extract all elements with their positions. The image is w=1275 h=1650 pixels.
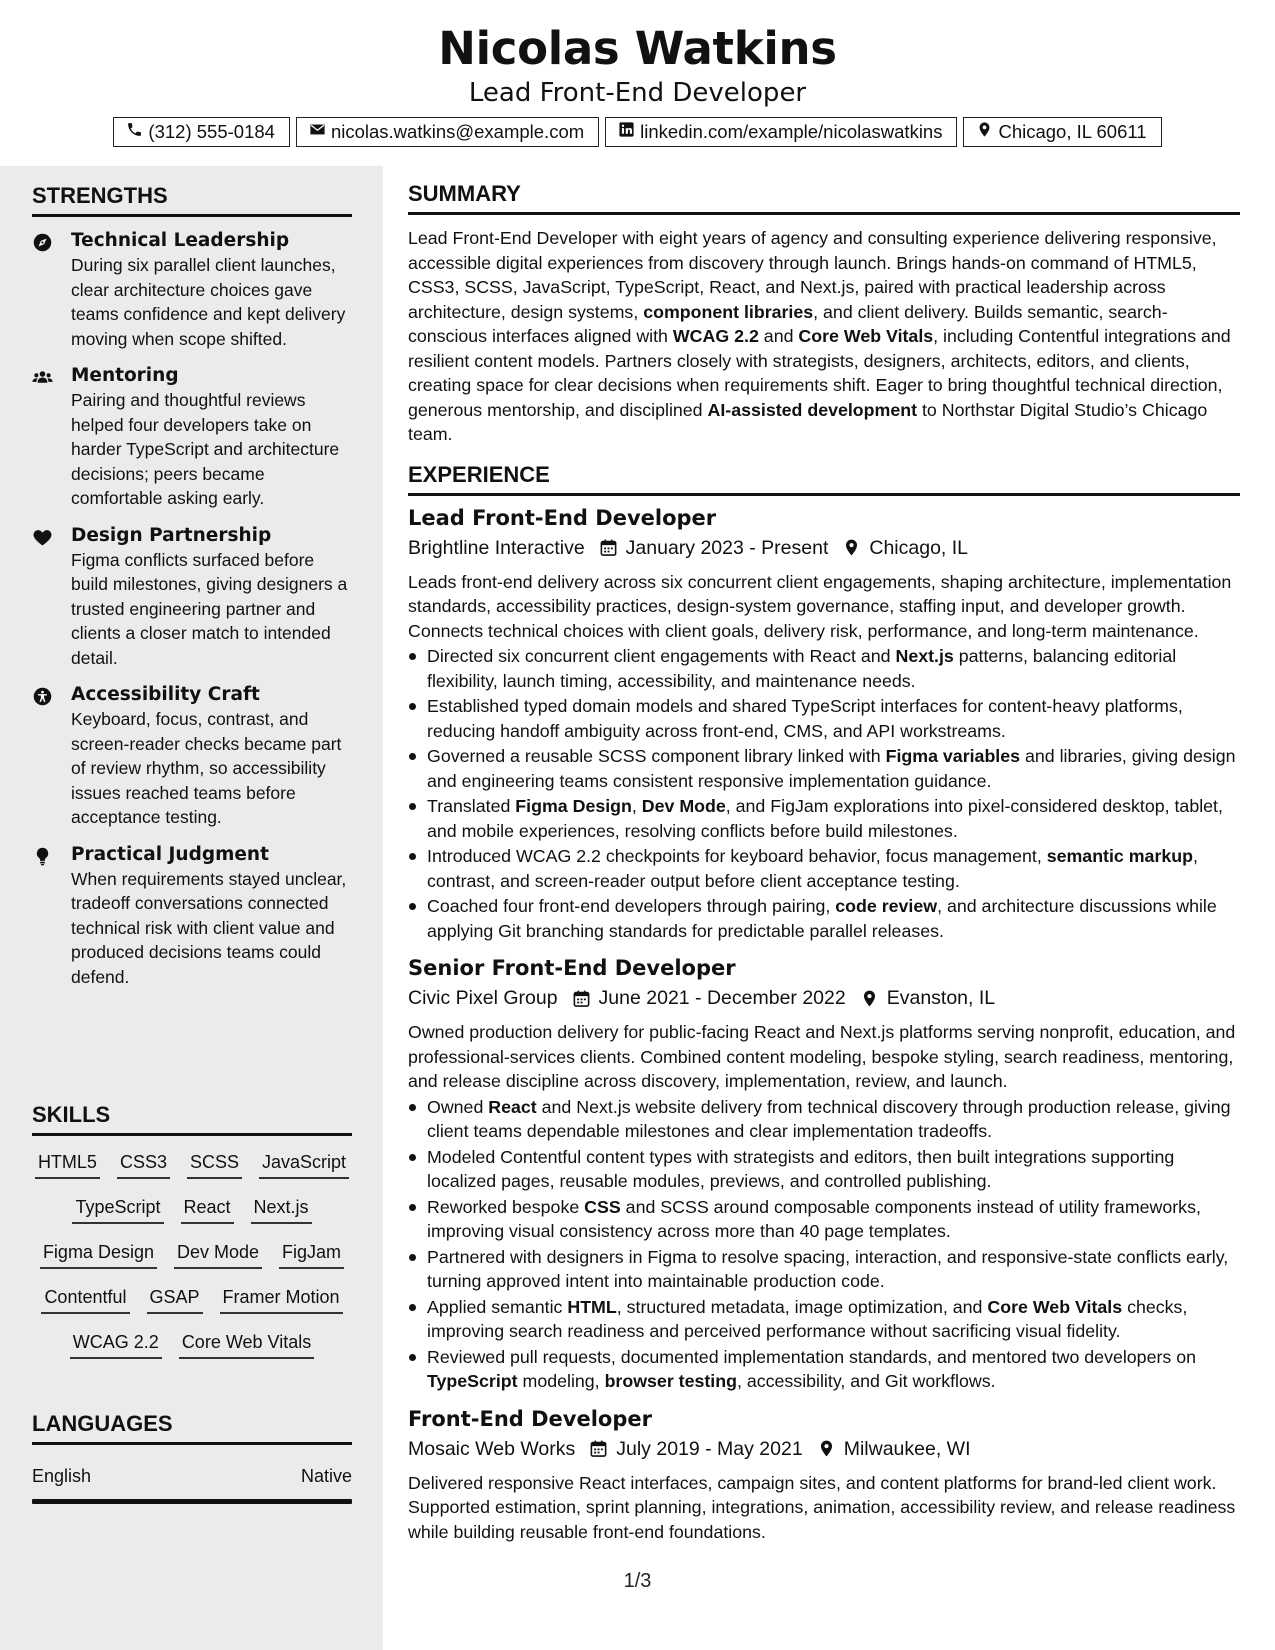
languages-heading: LANGUAGES [32,1410,352,1445]
skill-tag: Framer Motion [220,1285,343,1314]
skill-tag: GSAP [147,1285,203,1314]
strength-desc: When requirements stayed unclear, tradeoff conversations connected technical risk with client value and produced decisions teams could defend. [71,868,347,987]
emphasis-text: Core Web Vitals [987,1296,1123,1317]
calendar-icon [585,538,626,557]
job-dates: June 2021 - December 2022 [598,987,846,1009]
skill-tag: FigJam [279,1240,344,1269]
skill-tag: JavaScript [259,1150,349,1179]
bullet-item [408,844,1240,893]
job-location: Milwaukee, WI [843,1437,971,1460]
bullet-item [408,1195,1240,1244]
text-run: Governed a reusable SCSS component library linked with [427,746,886,766]
contact-linkedin-text: linkedin.com/example/nicolaswatkins [640,121,943,142]
skill-tag: Core Web Vitals [179,1330,314,1359]
text-run: Directed six concurrent client engagements with React and [427,646,896,666]
bullet-item [408,1345,1240,1394]
job-entry [408,954,1240,1394]
emphasis-text: code review [835,896,938,916]
text-run: , including Contentful integrations and resilient content models. Partners closely with strategists, designers, architects, editors, and clients, creating space for clear decisions when requirements shift. Eager to bring thoughtful technical direction, generous mentorship, and disciplined [408,326,1231,420]
text-run: Modeled Contentful content types with strategists and editors, then built integrations supporting localized pages, reusable modules, previews, and controlled publishing. [427,1146,1175,1191]
calendar-icon [575,1439,616,1458]
text-run: Introduced WCAG 2.2 checkpoints for keyboard behavior, focus management, [427,846,1047,866]
emphasis-text: TypeScript [427,1371,518,1391]
accessibility-icon [32,686,53,707]
contact-location-text: Chicago, IL 60611 [998,121,1147,142]
contact-location[interactable] [963,117,1161,147]
summary-heading: SUMMARY [408,180,1240,215]
map-pin-icon [976,121,993,143]
bullet-item [408,894,1240,943]
skill-tag: WCAG 2.2 [70,1330,162,1359]
skill-tag: React [181,1195,234,1224]
map-pin-icon [803,1439,844,1458]
text-run: , [631,796,642,816]
text-run: Translated [427,796,516,816]
skill-tag: HTML5 [35,1150,100,1179]
text-run: Reviewed pull requests, documented implementation standards, and mentored two developers on [427,1346,1196,1367]
language-proficiency-track [32,1499,352,1504]
emphasis-text: WCAG 2.2 [672,326,759,346]
emphasis-text: Next.js [895,646,954,666]
candidate-name: Nicolas Watkins [438,22,837,75]
skills-row [32,1285,352,1330]
map-pin-icon [846,989,887,1008]
emphasis-text: Figma Design [515,796,632,816]
text-run: , structured metadata, image optimization, and [616,1296,988,1317]
text-run: and Next.js website delivery from technical discovery through production release, giving client teams dependable milestones and clear implementation tradeoffs. [427,1096,1231,1141]
linkedin-icon [618,121,635,143]
emphasis-text: React [488,1096,537,1117]
job-location: Evanston, IL [886,987,996,1009]
strength-title: Accessibility Craft [71,684,260,705]
emphasis-text: component libraries [643,301,814,322]
map-pin-icon [828,538,869,557]
emphasis-text: Core Web Vitals [798,326,934,346]
users-icon [32,367,53,388]
bullet-item [408,1245,1240,1294]
text-run: , and architecture discussions while applying Git branching standards for predictable parallel releases. [427,896,1217,941]
text-run: and [758,326,799,346]
skills-heading: SKILLS [32,1101,352,1136]
page-number: 1/3 [623,1570,652,1592]
contact-phone[interactable] [113,117,290,147]
phone-icon [126,121,143,143]
skill-tag: Contentful [41,1285,129,1314]
strength-item [32,683,352,830]
bullet-item [408,794,1240,843]
experience-heading: EXPERIENCE [408,461,1240,496]
heart-icon [32,527,53,548]
text-run: to Northstar Digital Studio’s Chicago team. [408,399,1208,444]
contact-bar [0,117,1275,147]
skill-tag: CSS3 [117,1150,170,1179]
text-run: , and client delivery. Builds semantic, search-conscious interfaces aligned with [408,301,1168,346]
job-dates: January 2023 - Present [625,536,829,559]
text-run: , accessibility, and Git workflows. [736,1371,996,1391]
text-run: Coached four front-end developers through pairing, [427,896,836,916]
calendar-icon [558,989,599,1008]
text-run: patterns, balancing editorial flexibility, launch timing, accessibility, and maintenance needs. [427,646,1177,691]
strength-desc: During six parallel client launches, clear architecture choices gave teams confidence and kept delivery moving when scope shifted. [71,255,346,349]
emphasis-text: Figma variables [885,746,1021,766]
job-title: Lead Front-End Developer [408,505,717,530]
skill-tag: TypeScript [72,1195,163,1224]
strength-title: Design Partnership [71,524,272,546]
contact-phone-text: (312) 555-0184 [148,121,275,142]
bullet-item [408,694,1240,743]
text-run: Owned [427,1096,489,1117]
text-run: Established typed domain models and shared TypeScript interfaces for content-heavy platforms, reducing handoff ambiguity across front-end, CMS, and API workstreams. [427,696,1183,741]
strength-item [32,524,352,671]
job-description: Owned production delivery for public-facing React and Next.js platforms serving nonprofit, education, and professional-services clients. Combined content modeling, bespoke styling, search readiness, mentoring, and release discipline across discovery, implementation, review, and launch. [408,1022,1236,1091]
resume-header [0,0,1275,147]
skills-row [32,1240,352,1285]
main-content [408,180,1240,1544]
job-entry [408,1405,1240,1545]
text-run: Partnered with designers in Figma to resolve spacing, interaction, and responsive-state conflicts early, turning approved intent into maintainable production code. [427,1246,1229,1291]
emphasis-text: AI-assisted development [707,399,918,420]
job-meta [408,1435,1240,1463]
text-run: Applied semantic [427,1296,568,1317]
emphasis-text: HTML [567,1296,617,1317]
strengths-heading: STRENGTHS [32,182,352,217]
text-run: , contrast, and screen-reader output before client acceptance testing. [427,846,1198,891]
language-level: Native [300,1466,352,1486]
text-run: Reworked bespoke [427,1196,585,1217]
job-company: Brightline Interactive [408,536,585,559]
job-location: Chicago, IL [869,536,969,559]
skills-row [32,1150,352,1195]
text-run: Lead Front-End Developer with eight years of agency and consulting experience delivering responsive, accessible digital experiences from discovery through launch. Brings hands-on command of HTML5, CSS3, SCSS, JavaScript, TypeScript, React, and Next.js, paired with practical leadership across architecture, design systems, [408,228,1217,322]
lightbulb-icon [32,846,53,867]
language-proficiency-bar [32,1499,352,1504]
text-run: and SCSS around composable components instead of utility frameworks, improving visual consistency across more than 40 page templates. [427,1196,1201,1241]
bullet-item [408,744,1240,793]
job-description: Leads front-end delivery across six concurrent client engagements, shaping architecture, implementation standards, accessibility practices, design-system governance, staffing input, and developer growth. Connects technical choices with client goals, delivery risk, performance, and long-term maintenance. [408,571,1232,641]
job-bullets [408,644,1240,943]
contact-email-text: nicolas.watkins@example.com [330,121,585,142]
emphasis-text: browser testing [604,1371,737,1391]
strength-item [32,843,352,990]
envelope-icon [309,121,326,143]
job-company: Mosaic Web Works [408,1437,576,1460]
job-entry [408,504,1240,944]
strength-item [32,229,352,351]
experience-list [408,504,1240,1545]
candidate-title: Lead Front-End Developer [468,78,807,108]
job-description: Delivered responsive React interfaces, campaign sites, and content platforms for brand-led client work. Supported estimation, sprint planning, integrations, animation, accessibility review, and release readiness while building reusable front-end foundations. [408,1472,1236,1542]
strength-title: Practical Judgment [71,843,269,865]
text-run: modeling, [517,1371,605,1391]
job-title: Senior Front-End Developer [408,956,736,980]
summary-text [408,226,1240,447]
strength-item [32,364,352,511]
emphasis-text: CSS [584,1196,621,1217]
bullet-item [408,1295,1240,1344]
job-company: Civic Pixel Group [408,987,558,1009]
sidebar [0,166,383,1650]
skills-row [32,1330,352,1375]
language-name: English [32,1466,92,1486]
skills-list [32,1150,352,1375]
text-run: , and FigJam explorations into pixel-considered desktop, tablet, and mobile experiences, resolving conflicts before build milestones. [427,796,1223,841]
skills-section [32,1101,352,1375]
strength-title: Mentoring [71,365,179,386]
strengths-section [32,182,352,989]
text-run: checks, improving search readiness and perceived performance without sacrificing visual fidelity. [427,1296,1188,1341]
strength-title: Technical Leadership [71,230,290,251]
strength-desc: Pairing and thoughtful reviews helped four developers take on harder TypeScript and architecture decisions; peers became comfortable asking early. [71,390,340,508]
skill-tag: Figma Design [40,1240,157,1269]
skill-tag: SCSS [187,1150,242,1179]
contact-email[interactable] [296,117,599,147]
strength-desc: Keyboard, focus, contrast, and screen-reader checks became part of review rhythm, so accessibility issues reached teams before acceptance testing. [71,709,342,827]
job-meta [408,984,1240,1012]
strength-desc: Figma conflicts surfaced before build milestones, giving designers a trusted engineering partner and clients a closer match to intended detail. [71,549,348,668]
bullet-item [408,1095,1240,1144]
emphasis-text: Dev Mode [641,796,726,816]
bullet-item [408,1145,1240,1194]
compass-icon [32,232,53,253]
job-dates: July 2019 - May 2021 [616,1437,803,1460]
emphasis-text: semantic markup [1046,846,1193,866]
languages-section [32,1410,352,1504]
skill-tag: Dev Mode [174,1240,262,1269]
text-run: and libraries, giving design and engineering teams consistent responsive implementation guidance. [427,746,1236,791]
job-title: Front-End Developer [408,1406,652,1431]
bullet-item [408,644,1240,693]
contact-linkedin[interactable] [605,117,957,147]
skills-row [32,1195,352,1240]
job-meta [408,534,1240,562]
job-bullets [408,1095,1240,1394]
language-row [32,1464,352,1488]
skill-tag: Next.js [251,1195,312,1224]
